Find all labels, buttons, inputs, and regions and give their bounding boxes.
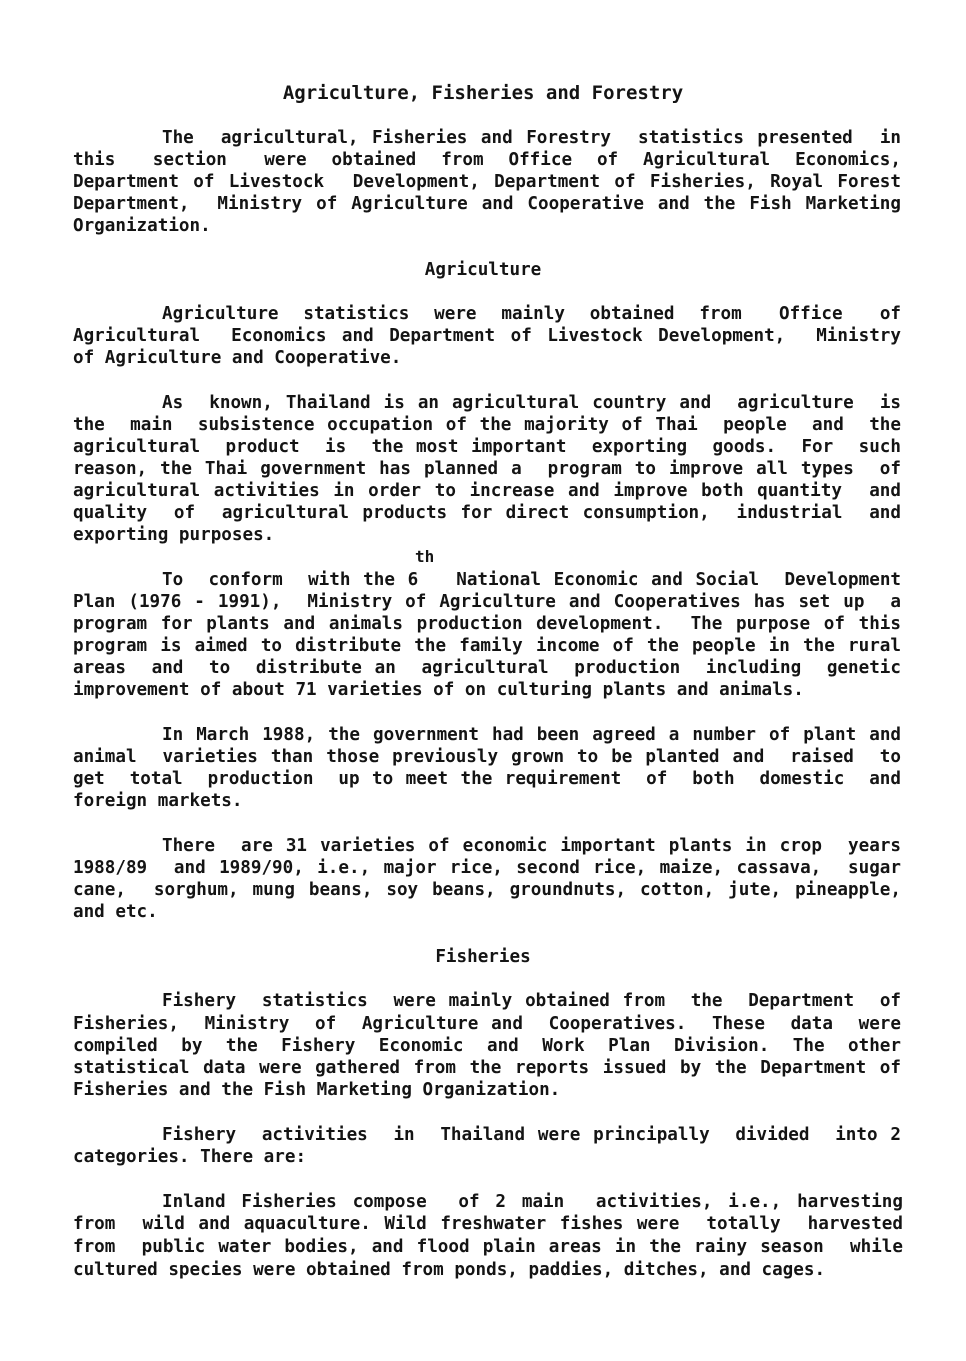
agriculture-p2-line: quality of agricultural products for direct consumption, industrial and [73,503,901,523]
agriculture-p3-line: To conform with the 6 National Economic and Social Development [162,570,901,590]
agriculture-p1-line: Agricultural Economics and Department of Livestock Development, Ministry [73,326,901,346]
agriculture-p2-line: As known, Thailand is an agricultural country and agriculture is [162,393,901,413]
fisheries-p1-line: compiled by the Fishery Economic and Work Plan Division. The other [73,1036,901,1056]
agriculture-p2-line: reason, the Thai government has planned a program to improve all types of [73,459,901,479]
fisheries-p3-line: cultured species were obtained from ponds, paddies, ditches, and cages. [73,1260,826,1280]
intro-line: Department of Livestock Development, Department of Fisheries, Royal Forest [73,172,901,192]
agriculture-p3-line: Plan (1976 - 1991), Ministry of Agriculture and Cooperatives has set up a [73,592,901,612]
agriculture-p3-line: areas and to distribute an agricultural production including genetic [73,658,901,678]
agriculture-p5-line: There are 31 varieties of economic important plants in crop years [162,836,901,856]
fisheries-p3-line: from public water bodies, and flood plain areas in the rainy season while [73,1237,903,1257]
fisheries-p3-line: from wild and aquaculture. Wild freshwater fishes were totally harvested [73,1214,903,1234]
agriculture-p3-line: program for plants and animals production development. The purpose of this [73,614,901,634]
agriculture-p4-line: foreign markets. [73,791,243,811]
page-title: Agriculture, Fisheries and Forestry [282,82,684,104]
agriculture-p3-line: program is aimed to distribute the family income of the people in the rural [73,636,901,656]
agriculture-p5-line: and etc. [73,902,158,922]
fisheries-p1-line: statistical data were gathered from the reports issued by the Department of [73,1058,901,1078]
fisheries-p2-line: categories. There are: [73,1147,307,1167]
agriculture-p4-line: get total production up to meet the requirement of both domestic and [73,769,901,789]
fisheries-p1-line: Fisheries and the Fish Marketing Organization. [73,1080,561,1100]
intro-line: Department, Ministry of Agriculture and Cooperative and the Fish Marketing [73,194,901,214]
agriculture-p4-line: In March 1988, the government had been agreed a number of plant and [162,725,901,745]
fisheries-p3-line: Inland Fisheries compose of 2 main activities, i.e., harvesting [162,1192,903,1212]
agriculture-p2-line: agricultural product is the most important exporting goods. For such [73,437,901,457]
intro-line: this section were obtained from Office of Agricultural Economics, [73,150,901,170]
intro-line: The agricultural, Fisheries and Forestry statistics presented in [162,128,901,148]
agriculture-p2-line: agricultural activities in order to increase and improve both quantity and [73,481,901,501]
agriculture-heading: Agriculture [424,260,542,280]
fisheries-p1-line: Fishery statistics were mainly obtained from the Department of [162,991,901,1011]
intro-line: Organization. [73,216,211,236]
agriculture-p5-line: cane, sorghum, mung beans, soy beans, groundnuts, cotton, jute, pineapple, [73,880,901,900]
agriculture-p2-line: the main subsistence occupation of the majority of Thai people and the [73,415,901,435]
agriculture-p4-line: animal varieties than those previously grown to be planted and raised to [73,747,901,767]
agriculture-p2-line: exporting purposes. [73,525,275,545]
fisheries-heading: Fisheries [435,947,531,967]
agriculture-p1-line: Agriculture statistics were mainly obtained from Office of [162,304,901,324]
agriculture-p3-line: improvement of about 71 varieties of on culturing plants and animals. [73,680,804,700]
agriculture-p5-line: 1988/89 and 1989/90, i.e., major rice, second rice, maize, cassava, sugar [73,858,901,878]
fisheries-p2-line: Fishery activities in Thailand were principally divided into 2 [162,1125,901,1145]
agriculture-p1-line: of Agriculture and Cooperative. [73,348,402,368]
fisheries-p1-line: Fisheries, Ministry of Agriculture and Cooperatives. These data were [73,1014,901,1034]
ordinal-superscript: th [415,547,435,566]
